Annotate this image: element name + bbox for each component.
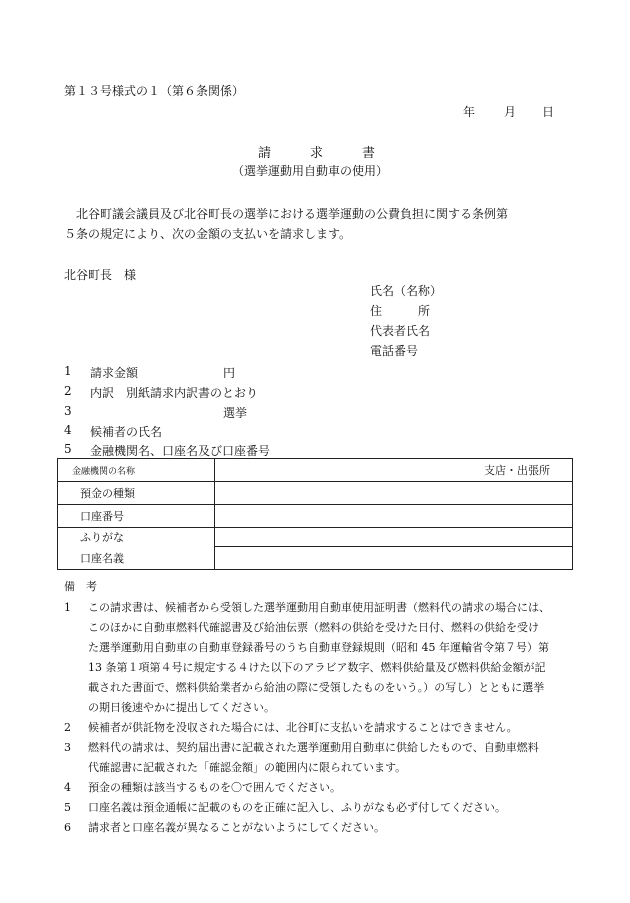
institution-field[interactable]	[215, 459, 573, 482]
note-3-line-1: 燃料代の請求は、契約届出書に記載された選挙運動用自動車に供給したもので、自動車燃料	[88, 741, 539, 754]
item-2-label: 内訳 別紙請求内訳書のとおり	[90, 386, 259, 400]
note-5	[64, 799, 506, 815]
bank-row-account-number	[58, 505, 573, 528]
note-1-line-2: このほかに自動車燃料代確認書及び給油伝票（燃料の供給を受けた日付、燃料の供給を受け	[88, 621, 539, 634]
item-5-label: 金融機関名、口座名及び口座番号	[90, 444, 271, 458]
note-6-line-1: 請求者と口座名義が異なることがないようにしてください。	[88, 821, 385, 834]
item-2-number: 2	[64, 384, 72, 398]
item-3-suffix: 選挙	[223, 406, 248, 420]
furigana-label: ふりがな	[58, 528, 215, 547]
furigana-field[interactable]	[215, 528, 573, 547]
account-name-field[interactable]	[215, 547, 573, 570]
deposit-type-label: 預金の種類	[58, 482, 215, 505]
note-2	[64, 719, 518, 735]
note-5-line-1: 口座名義は預金通帳に記載のものを正確に記入し、ふりがなも必ず付してください。	[88, 801, 506, 814]
date-year-label: 年	[463, 105, 476, 119]
note-3	[64, 739, 539, 755]
item-3-number: 3	[64, 404, 72, 418]
note-2-number: 2	[64, 721, 71, 734]
note-6-number: 6	[64, 821, 71, 834]
remarks-heading: 備 考	[64, 580, 97, 593]
note-2-line-1: 候補者が供託物を没収された場合には、北谷町に支払いを請求することはできません。	[88, 721, 518, 734]
intro-line-1: 北谷町議会議員及び北谷町長の選挙における選挙運動の公費負担に関する条例第	[76, 207, 509, 221]
item-4-label: 候補者の氏名	[90, 425, 163, 439]
note-1-line-6: の期日後速やかに提出してください。	[88, 701, 275, 714]
note-4	[64, 779, 341, 795]
account-number-field[interactable]	[215, 505, 573, 528]
item-5-number: 5	[64, 442, 72, 456]
note-1	[64, 599, 550, 615]
bank-account-table	[57, 458, 573, 570]
document-subtitle: （選挙運動用自動車の使用）	[232, 164, 389, 178]
claimant-representative-label: 代表者氏名	[370, 324, 431, 338]
institution-label: 金融機関の名称	[58, 459, 215, 482]
bank-row-furigana	[58, 528, 573, 547]
bank-row-deposit-type	[58, 482, 573, 505]
bank-row-account-name	[58, 547, 573, 570]
note-4-number: 4	[64, 781, 71, 794]
date-month-label: 月	[504, 105, 517, 119]
account-name-label: 口座名義	[58, 547, 215, 570]
item-4-number: 4	[64, 423, 72, 437]
note-5-number: 5	[64, 801, 71, 814]
note-1-line-1: この請求書は、候補者から受領した選挙運動用自動車使用証明書（燃料代の請求の場合には、	[88, 601, 550, 614]
branch-suffix: 支店・出張所	[484, 464, 550, 477]
note-6	[64, 819, 385, 835]
bank-row-institution	[58, 459, 573, 482]
deposit-type-field[interactable]	[215, 482, 573, 505]
note-3-number: 3	[64, 741, 71, 754]
claimant-name-label: 氏名（名称）	[370, 284, 443, 298]
account-number-label: 口座番号	[58, 505, 215, 528]
note-4-line-1: 預金の種類は該当するものを〇で囲んでください。	[88, 781, 341, 794]
form-number: 第１３号様式の１（第６条関係）	[64, 84, 245, 98]
note-1-number: 1	[64, 601, 71, 614]
intro-line-2: ５条の規定により、次の金額の支払いを請求します。	[64, 227, 352, 241]
item-1-unit: 円	[223, 366, 236, 380]
note-1-line-5: 載された書面で、燃料供給業者から給油の際に受領したものをいう。）の写し）とともに選挙	[88, 681, 545, 694]
item-1-number: 1	[64, 364, 72, 378]
addressee: 北谷町長 様	[64, 268, 137, 282]
note-1-line-3: た選挙運動用自動車の自動車登録番号のうち自動車登録規則（昭和 45 年運輸省令第７号）第	[88, 641, 549, 654]
claimant-phone-label: 電話番号	[370, 344, 419, 358]
item-1-label: 請求金額	[90, 366, 139, 380]
document-title: 請 求 書	[258, 146, 376, 161]
note-1-line-4: 13 条第１項第４号に規定する４けた以下のアラビア数字、燃料供給量及び燃料供給金額が記	[88, 661, 546, 674]
note-3-line-2: 代確認書に記載された「確認金額」の範囲内に限られています。	[88, 761, 407, 774]
date-day-label: 日	[542, 105, 555, 119]
claimant-address-label: 住 所	[370, 304, 431, 318]
